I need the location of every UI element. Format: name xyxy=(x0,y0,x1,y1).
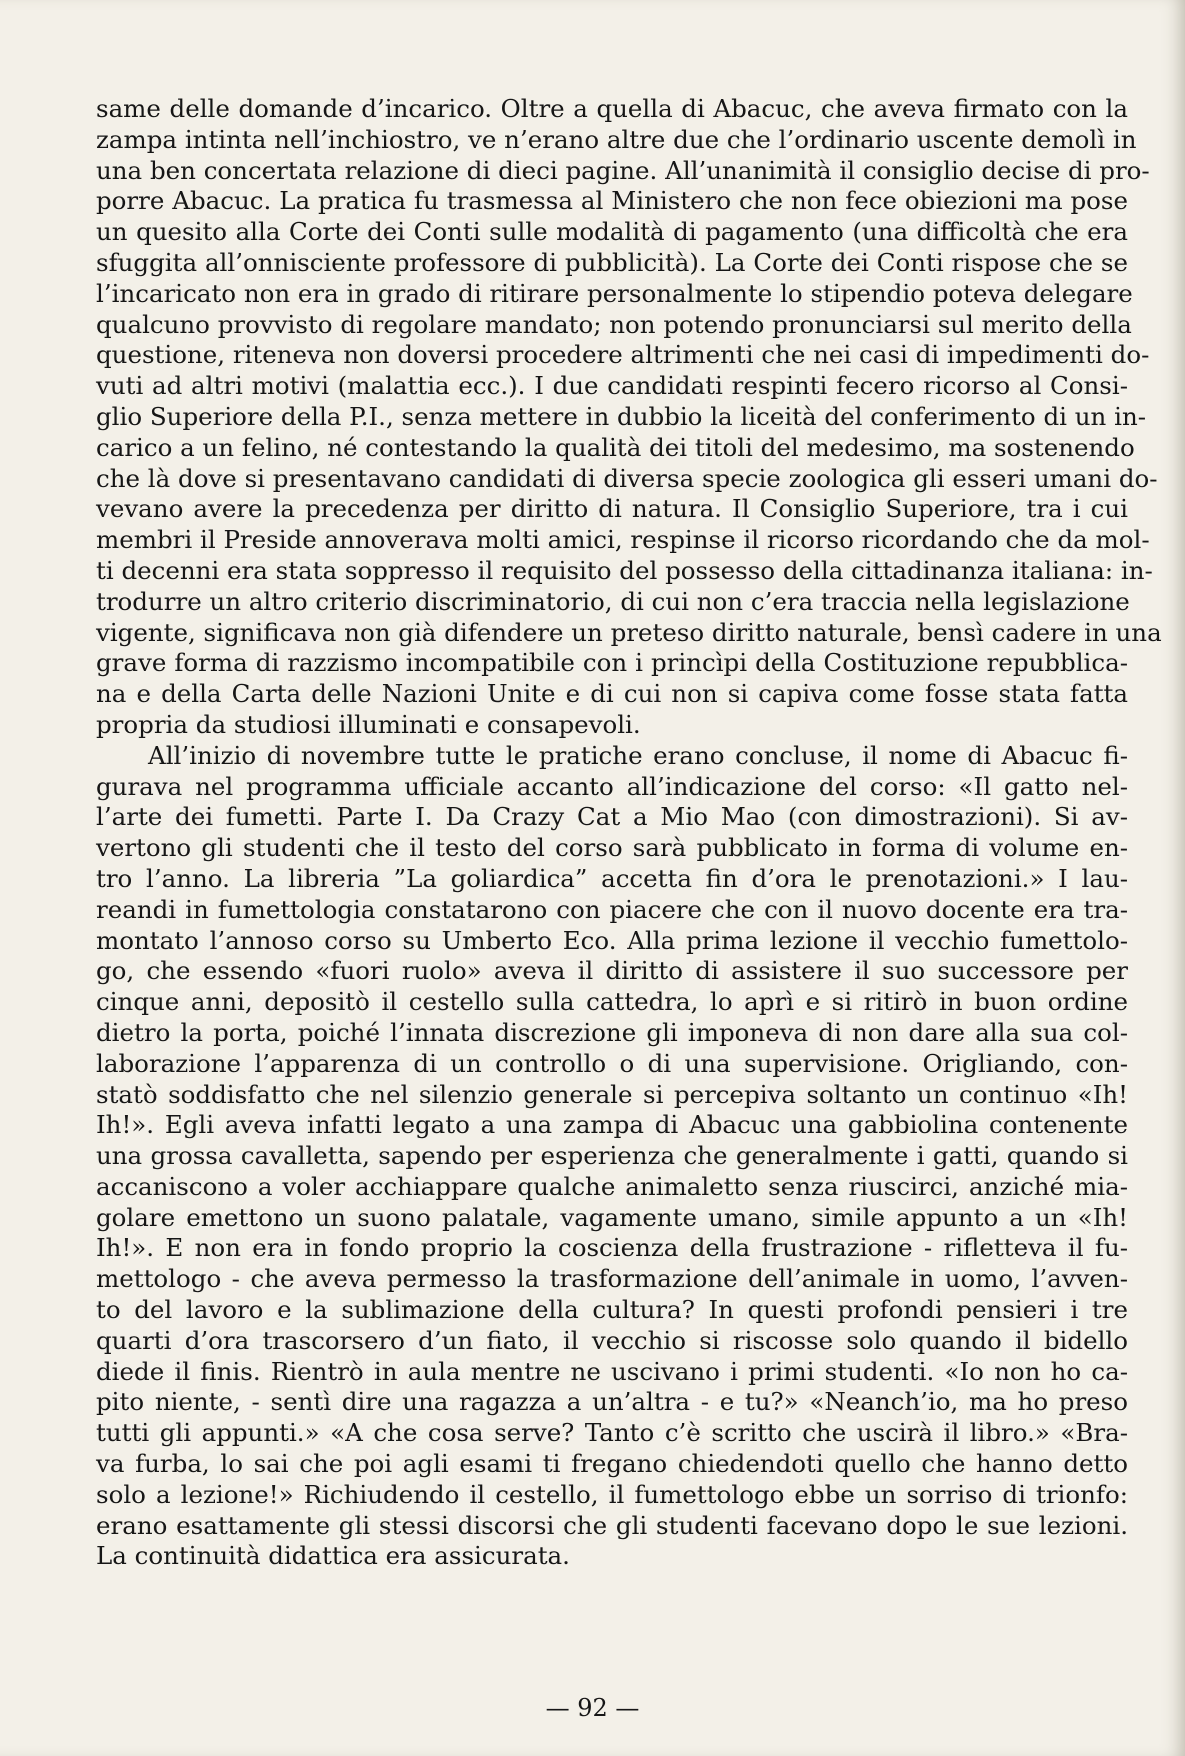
text-line: porre Abacuc. La pratica fu trasmessa al Ministero che non fece obiezioni ma pose xyxy=(96,186,1128,216)
text-line: erano esattamente gli stessi discorsi che gli studenti facevano dopo le sue lezioni. xyxy=(96,1510,1128,1540)
text-line: tutti gli appunti.» «A che cosa serve? Tanto c’è scritto che uscirà il libro.» «Bra- xyxy=(96,1418,1128,1448)
text-line: zampa intinta nell’inchiostro, ve n’erano altre due che l’ordinario uscente demolì in xyxy=(96,124,1137,154)
text-line: go, che essendo «fuori ruolo» aveva il diritto di assistere il suo successore per xyxy=(96,956,1128,986)
text-line: una ben concertata relazione di dieci pagine. All’unanimità il consiglio decise di pro- xyxy=(96,155,1150,185)
text-line: un quesito alla Corte dei Conti sulle modalità di pagamento (una difficoltà che era xyxy=(96,217,1128,247)
text-line: grave forma di razzismo incompatibile con i princìpi della Costituzione repubblica- xyxy=(96,648,1128,678)
text-line: na e della Carta delle Nazioni Unite e di cui non si capiva come fosse stata fatta xyxy=(96,679,1128,709)
text-line: l’incaricato non era in grado di ritirare personalmente lo stipendio poteva delegare xyxy=(96,278,1133,308)
text-line: solo a lezione!» Richiudendo il cestello, il fumettologo ebbe un sorriso di trionfo: xyxy=(96,1479,1128,1509)
text-line: gurava nel programma ufficiale accanto all’indicazione del corso: «Il gatto nel- xyxy=(96,771,1128,801)
text-line: mettologo - che aveva permesso la trasformazione dell’animale in uomo, l’avven- xyxy=(96,1264,1128,1294)
text-line: l’arte dei fumetti. Parte I. Da Crazy Cat a Mio Mao (con dimostrazioni). Si av- xyxy=(96,802,1128,832)
text-line: che là dove si presentavano candidati di diversa specie zoologica gli esseri umani do- xyxy=(96,463,1158,493)
text-line: La continuità didattica era assicurata. xyxy=(96,1541,570,1571)
text-line: una grossa cavalletta, sapendo per esperienza che generalmente i gatti, quando si xyxy=(96,1141,1128,1171)
text-line: to del lavoro e la sublimazione della cultura? In questi profondi pensieri i tre xyxy=(96,1295,1128,1325)
text-line: quarti d’ora trascorsero d’un fiato, il vecchio si riscosse solo quando il bidello xyxy=(96,1325,1128,1355)
text-line: same delle domande d’incarico. Oltre a quella di Abacuc, che aveva firmato con la xyxy=(96,94,1128,123)
text-line: laborazione l’apparenza di un controllo o di una supervisione. Origliando, con- xyxy=(96,1048,1128,1078)
text-line: qualcuno provvisto di regolare mandato; non potendo pronunciarsi sul merito della xyxy=(96,309,1132,339)
text-line: vertono gli studenti che il testo del corso sarà pubblicato in forma di volume en- xyxy=(96,833,1128,863)
body-text xyxy=(96,94,1162,1572)
text-line: questione, riteneva non doversi procedere altrimenti che nei casi di impedimenti do- xyxy=(96,340,1150,370)
paragraph-1 xyxy=(96,94,1162,741)
text-line: reandi in fumettologia constatarono con piacere che con il nuovo docente era tra- xyxy=(96,894,1128,924)
text-line: carico a un felino, né contestando la qualità dei titoli del medesimo, ma sostenendo xyxy=(96,432,1135,462)
text-line: vuti ad altri motivi (malattia ecc.). I due candidati respinti fecero ricorso al Consi- xyxy=(96,371,1128,401)
text-line: All’inizio di novembre tutte le pratiche erano concluse, il nome di Abacuc fi- xyxy=(148,740,1128,770)
text-line: sfuggita all’onnisciente professore di pubblicità). La Corte dei Conti rispose che se xyxy=(96,247,1128,277)
text-line: Ih!». E non era in fondo proprio la coscienza della frustrazione - rifletteva il fu- xyxy=(96,1233,1128,1263)
text-line: propria da studiosi illuminati e consapevoli. xyxy=(96,709,641,739)
text-line: ti decenni era stata soppresso il requisito del possesso della cittadinanza italiana: in- xyxy=(96,555,1153,585)
text-line: membri il Preside annoverava molti amici, respinse il ricorso ricordando che da mol- xyxy=(96,525,1150,555)
text-line: vevano avere la precedenza per diritto di natura. Il Consiglio Superiore, tra i cui xyxy=(96,494,1128,524)
page-number: — 92 — xyxy=(545,1694,640,1722)
text-line: cinque anni, depositò il cestello sulla cattedra, lo aprì e si ritirò in buon ordine xyxy=(96,987,1128,1017)
text-line: accaniscono a voler acchiappare qualche animaletto senza riuscirci, anziché mia- xyxy=(96,1171,1128,1201)
text-line: pito niente, - sentì dire una ragazza a un’altra - e tu?» «Neanch’io, ma ho preso xyxy=(96,1387,1128,1417)
text-line: tro l’anno. La libreria ”La goliardica” accetta fin d’ora le prenotazioni.» I lau- xyxy=(96,863,1128,893)
text-line: glio Superiore della P.I., senza mettere in dubbio la liceità del conferimento di un in- xyxy=(96,401,1147,431)
text-line: Ih!». Egli aveva infatti legato a una zampa di Abacuc una gabbiolina contenente xyxy=(96,1110,1128,1140)
text-line: montato l’annoso corso su Umberto Eco. Alla prima lezione il vecchio fumettolo- xyxy=(96,925,1128,955)
text-line: diede il finis. Rientrò in aula mentre ne uscivano i primi studenti. «Io non ho ca- xyxy=(96,1356,1128,1386)
text-line: trodurre un altro criterio discriminatorio, di cui non c’era traccia nella legislazione xyxy=(96,586,1130,616)
text-line: vigente, significava non già difendere un preteso diritto naturale, bensì cadere in una xyxy=(96,617,1162,647)
text-line: va furba, lo sai che poi agli esami ti fregano chiedendoti quello che hanno detto xyxy=(96,1449,1128,1479)
text-line: dietro la porta, poiché l’innata discrezione gli imponeva di non dare alla sua col- xyxy=(96,1017,1128,1047)
text-line: statò soddisfatto che nel silenzio generale si percepiva soltanto un continuo «Ih! xyxy=(96,1079,1128,1109)
paragraph-2 xyxy=(96,741,1128,1573)
text-line: golare emettono un suono palatale, vagamente umano, simile appunto a un «Ih! xyxy=(96,1202,1128,1232)
